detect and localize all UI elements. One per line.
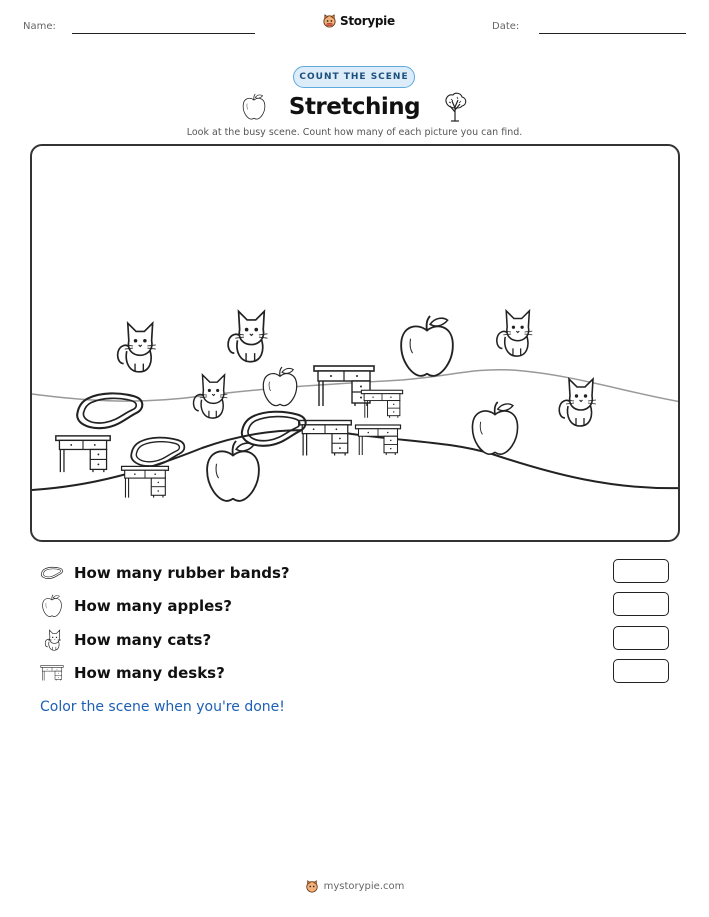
cat [228,311,267,361]
cat [118,323,156,372]
scene-illustration [32,146,680,542]
cat [497,311,532,356]
title-row [0,92,709,122]
storypie-mascot-icon [305,879,319,893]
page-title: Stretching [288,94,421,120]
rubber-band [131,438,184,466]
answer-box-cats[interactable] [613,626,669,650]
date-line[interactable] [539,33,686,34]
question-cats [40,628,211,652]
question-text: How many apples? [74,597,232,615]
footer-url[interactable]: mystorypie.com [323,880,405,892]
ground-line [32,430,680,490]
brand-logo [322,13,395,28]
section-badge: COUNT THE SCENE [293,66,415,88]
cat-icon [40,628,64,652]
desk [122,466,169,497]
name-label: Name: [23,21,56,32]
desk [361,390,402,418]
apple-icon [241,93,267,121]
tree-icon [442,92,468,122]
apple-icon [40,594,64,618]
rubber-band [242,412,306,446]
question-apples [40,594,232,618]
desk [299,421,352,456]
closing-instruction: Color the scene when you're done! [40,699,285,715]
question-desks [40,661,225,685]
busy-scene[interactable] [30,144,680,542]
question-text: How many cats? [74,631,212,649]
apple [472,402,517,454]
apple [401,316,453,376]
date-label: Date: [492,21,520,32]
desk-icon [40,661,64,685]
answer-box-apples[interactable] [613,592,669,616]
answer-box-rubber-bands[interactable] [613,559,669,583]
desk [56,436,110,472]
question-rubber-bands [40,561,290,585]
answer-box-desks[interactable] [613,659,669,683]
cat [559,379,596,426]
name-line[interactable] [72,33,255,34]
question-text: How many rubber bands? [74,564,290,582]
rubber-band-icon [40,561,64,585]
rubber-band [77,393,142,428]
instructions: Look at the busy scene. Count how many of each picture you can find. [186,127,523,138]
desk [356,425,401,455]
apple [207,441,259,501]
question-text: How many desks? [74,664,225,682]
footer [0,879,709,893]
storypie-mascot-icon [322,13,337,28]
apple [263,367,296,406]
brand-name: Storypie [340,13,395,28]
